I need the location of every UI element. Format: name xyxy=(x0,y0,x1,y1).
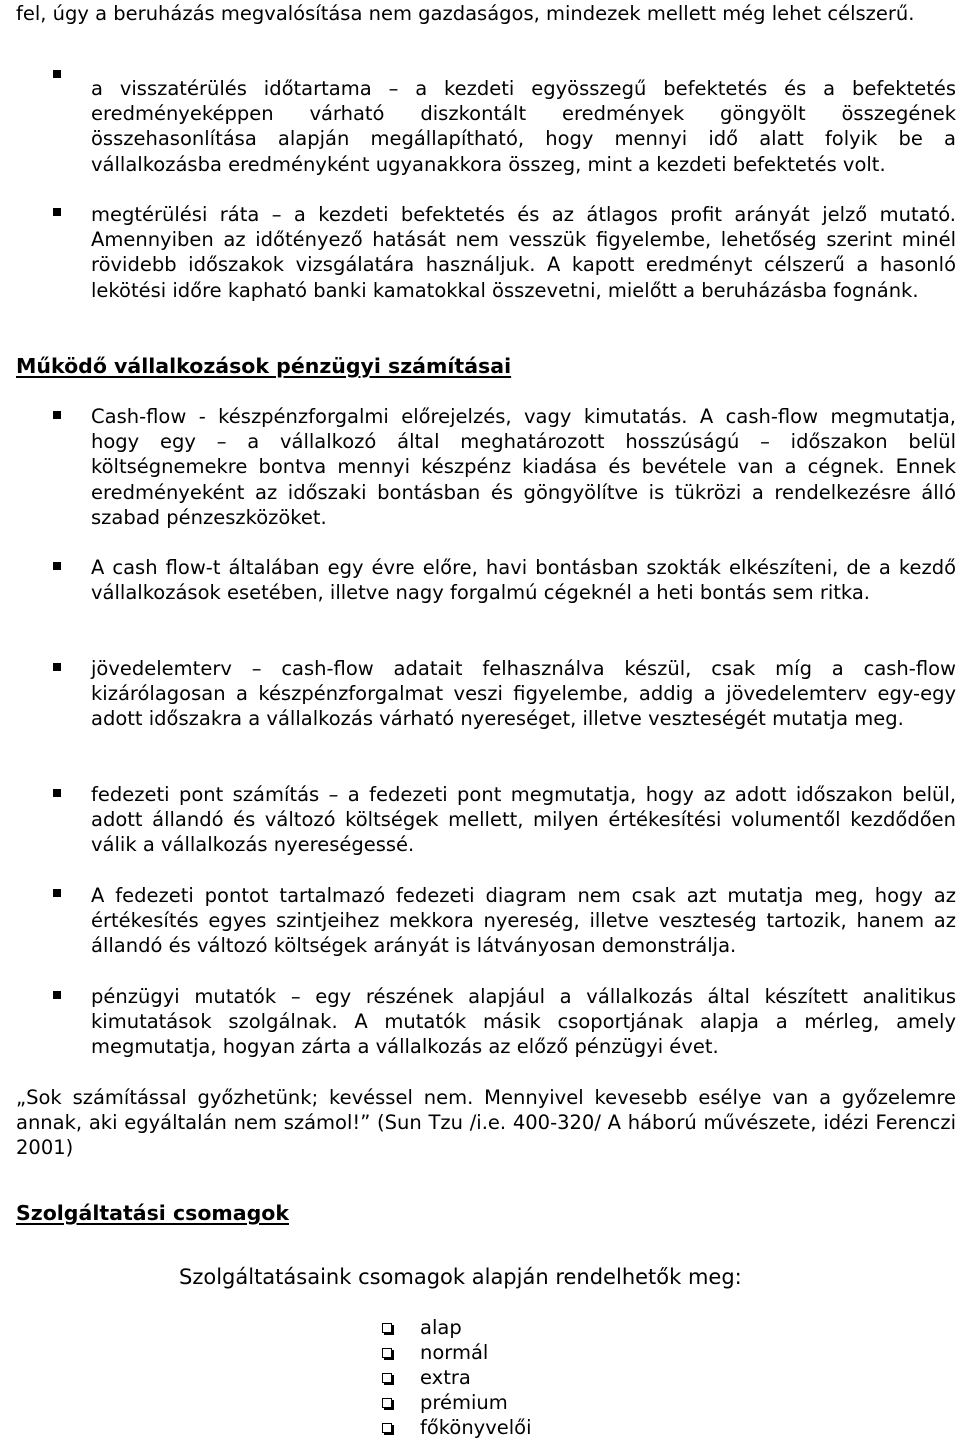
bullet-paragraph-financial-ratios: pénzügyi mutatók – egy részének alapjául a vállalkozás által készített analitikus kimutatások szolgálnak. A mutatók másik csoportjának alapja a mérleg, amely megmutatja, hogyan zárta a vállalkozás az előző pénzügyi évet. xyxy=(91,985,956,1059)
checkbox-bullet-icon xyxy=(382,1323,392,1333)
bullet-paragraph-cash-flow-timing: A cash flow-t általában egy évre előre, havi bontásban szokták elkészíteni, de a kezdő vállalkozások esetében, illetve nagy forgalmú cégeknél a heti bontás sem ritka. xyxy=(91,556,956,605)
bullet-paragraph-break-even-diagram: A fedezeti pontot tartalmazó fedezeti diagram nem csak azt mutatja meg, hogy az értékesítés egyes szintjeihez mekkora nyereség, illetve veszteség tartozik, hanem az állandó és változó költségek arányát is látványosan demonstrálja. xyxy=(91,884,956,958)
bullet-square-icon xyxy=(53,562,61,570)
checkbox-bullet-icon xyxy=(382,1398,392,1408)
checkbox-bullet-icon xyxy=(382,1373,392,1383)
quote-paragraph: „Sok számítással győzhetünk; kevéssel nem. Mennyivel kevesebb esélye van a győzelemre annak, aki egyáltalán nem számol!” (Sun Tzu /i.e. 400-320/ A háború művészete, idézi Ferenczi 2001) xyxy=(16,1086,956,1160)
package-label: főkönyvelői xyxy=(420,1416,532,1439)
bullet-paragraph-income-plan: jövedelemterv – cash-flow adatait felhasználva készül, csak míg a cash-flow kizárólagosan a készpénzforgalmat veszi figyelembe, addig a jövedelemterv egy-egy adott időszakra a vállalkozás várható nyereséget, illetve veszteségét mutatja meg. xyxy=(91,657,956,731)
package-label: prémium xyxy=(420,1391,508,1414)
bullet-square-icon xyxy=(53,991,61,999)
package-label: normál xyxy=(420,1341,489,1364)
bullet-paragraph-return-rate: megtérülési ráta – a kezdeti befektetés és az átlagos profit arányát jelző mutató. Amennyiben az időtényező hatását nem vesszük figyelembe, lehetőség szerint minél rövidebb időszakok vizsgálatára használjuk. A kapott eredményt célszerű a hasonló lekötési időre kapható banki kamatokkal összevetni, mielőtt a beruházásba fognánk. xyxy=(91,203,956,302)
bullet-square-icon xyxy=(53,411,61,419)
package-label: extra xyxy=(420,1366,471,1389)
bullet-square-icon xyxy=(53,789,61,797)
bullet-paragraph-break-even: fedezeti pont számítás – a fedezeti pont megmutatja, hogy az adott időszakon belül, adott állandó és változó költségek mellett, milyen értékesítési volumentől kezdődően válik a vállalkozás nyereségessé. xyxy=(91,783,956,857)
section-heading-service-packages: Szolgáltatási csomagok xyxy=(16,1201,289,1225)
checkbox-bullet-icon xyxy=(382,1423,392,1433)
bullet-paragraph-payback-period: a visszatérülés időtartama – a kezdeti egyösszegű befektetés és a befektetés eredményeképpen várható diszkontált eredmények göngyölt összegének összehasonlítása alapján megállapítható, hogy mennyi idő alatt folyik be a vállalkozásba eredményként ugyanakkora összeg, mint a kezdeti befektetés volt. xyxy=(91,77,956,176)
bullet-square-icon xyxy=(53,889,61,897)
checkbox-bullet-icon xyxy=(382,1348,392,1358)
package-label: alap xyxy=(420,1316,462,1339)
bullet-square-icon xyxy=(53,70,61,78)
section-heading-financial-calculations: Működő vállalkozások pénzügyi számításai xyxy=(16,354,512,378)
bullet-square-icon xyxy=(53,663,61,671)
bullet-paragraph-cash-flow: Cash-flow - készpénzforgalmi előrejelzés, vagy kimutatás. A cash-flow megmutatja, hogy egy – a vállalkozó által meghatározott hosszúságú – időszakon belül költségnemekre bontva mennyi készpénz kiadása és bevétele van a cégnek. Ennek eredményeként az időszaki bontásban és göngyölítve is tükrözi a rendelkezésre álló szabad pénzeszközöket. xyxy=(91,405,956,529)
paragraph-continuation: fel, úgy a beruházás megvalósítása nem gazdaságos, mindezek mellett még lehet célszerű. xyxy=(16,2,915,25)
bullet-square-icon xyxy=(53,208,61,216)
packages-intro-text: Szolgáltatásaink csomagok alapján rendelhetők meg: xyxy=(179,1265,742,1289)
